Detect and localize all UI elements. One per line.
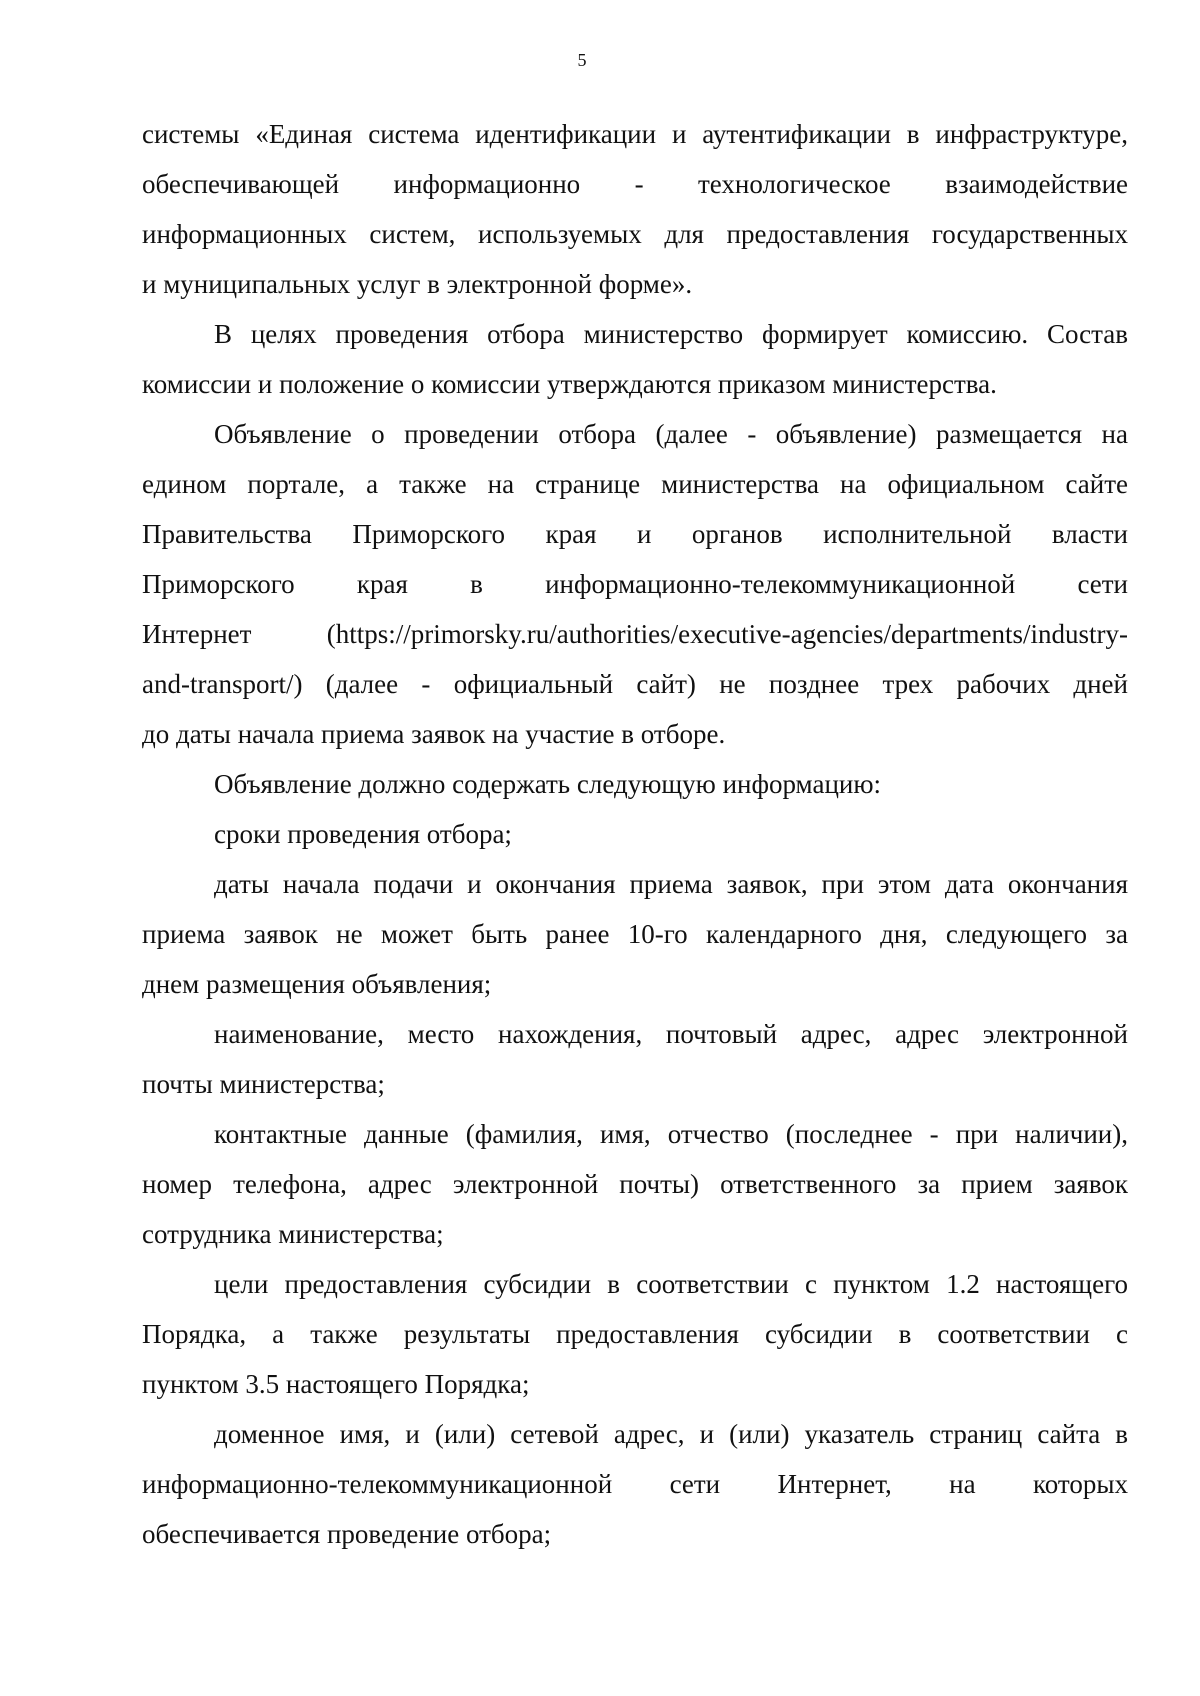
paragraph [142,1109,1128,1259]
text-line: информационных систем, используемых для предоставления государственных [142,219,1128,249]
text-line: номер телефона, адрес электронной почты) ответственного за прием заявок [142,1169,1128,1199]
text-line: обеспечивающей информационно - технологическое взаимодействие [142,169,1128,199]
paragraph [142,109,1128,309]
text-line: комиссии и положение о комиссии утверждаются приказом министерства. [142,369,997,399]
text-line: пунктом 3.5 настоящего Порядка; [142,1369,530,1399]
text-line: до даты начала приема заявок на участие в отборе. [142,719,726,749]
paragraph [142,859,1128,1009]
text-line: Объявление о проведении отбора (далее - объявление) размещается на [214,419,1128,449]
text-line: сотрудника министерства; [142,1219,444,1249]
text-line: Интернет (https://primorsky.ru/authorities/executive-agencies/departments/industry- [142,619,1128,649]
paragraph [142,409,1128,759]
text-line: наименование, место нахождения, почтовый адрес, адрес электронной [214,1019,1128,1049]
text-line: информационно-телекоммуникационной сети Интернет, на которых [142,1469,1128,1499]
text-line: системы «Единая система идентификации и аутентификации в инфраструктуре, [142,119,1128,149]
text-line: едином портале, а также на странице министерства на официальном сайте [142,469,1128,499]
text-line: цели предоставления субсидии в соответствии с пунктом 1.2 настоящего [214,1269,1128,1299]
text-line: контактные данные (фамилия, имя, отчество (последнее - при наличии), [214,1119,1128,1149]
text-line: Объявление должно содержать следующую информацию: [214,769,882,799]
paragraph [142,759,1128,809]
page-number: 5 [577,50,587,70]
text-line: приема заявок не может быть ранее 10-го календарного дня, следующего за [142,919,1128,949]
text-line: почты министерства; [142,1069,385,1099]
paragraph [142,1009,1128,1109]
text-line: сроки проведения отбора; [214,819,512,849]
paragraph [142,309,1128,409]
text-line: В целях проведения отбора министерство формирует комиссию. Состав [214,319,1128,349]
paragraph [142,809,1128,859]
paragraph [142,1259,1128,1409]
text-line: Приморского края в информационно-телекоммуникационной сети [142,569,1128,599]
text-line: доменное имя, и (или) сетевой адрес, и (или) указатель страниц сайта в [214,1419,1128,1449]
text-line: and-transport/) (далее - официальный сайт) не позднее трех рабочих дней [142,669,1128,699]
text-line: Порядка, а также результаты предоставления субсидии в соответствии с [142,1319,1128,1349]
document-body [142,109,1128,1559]
paragraph [142,1409,1128,1559]
text-line: обеспечивается проведение отбора; [142,1519,552,1549]
text-line: Правительства Приморского края и органов исполнительной власти [142,519,1128,549]
text-line: днем размещения объявления; [142,969,492,999]
text-line: даты начала подачи и окончания приема заявок, при этом дата окончания [214,869,1128,899]
text-line: и муниципальных услуг в электронной форме». [142,269,693,299]
